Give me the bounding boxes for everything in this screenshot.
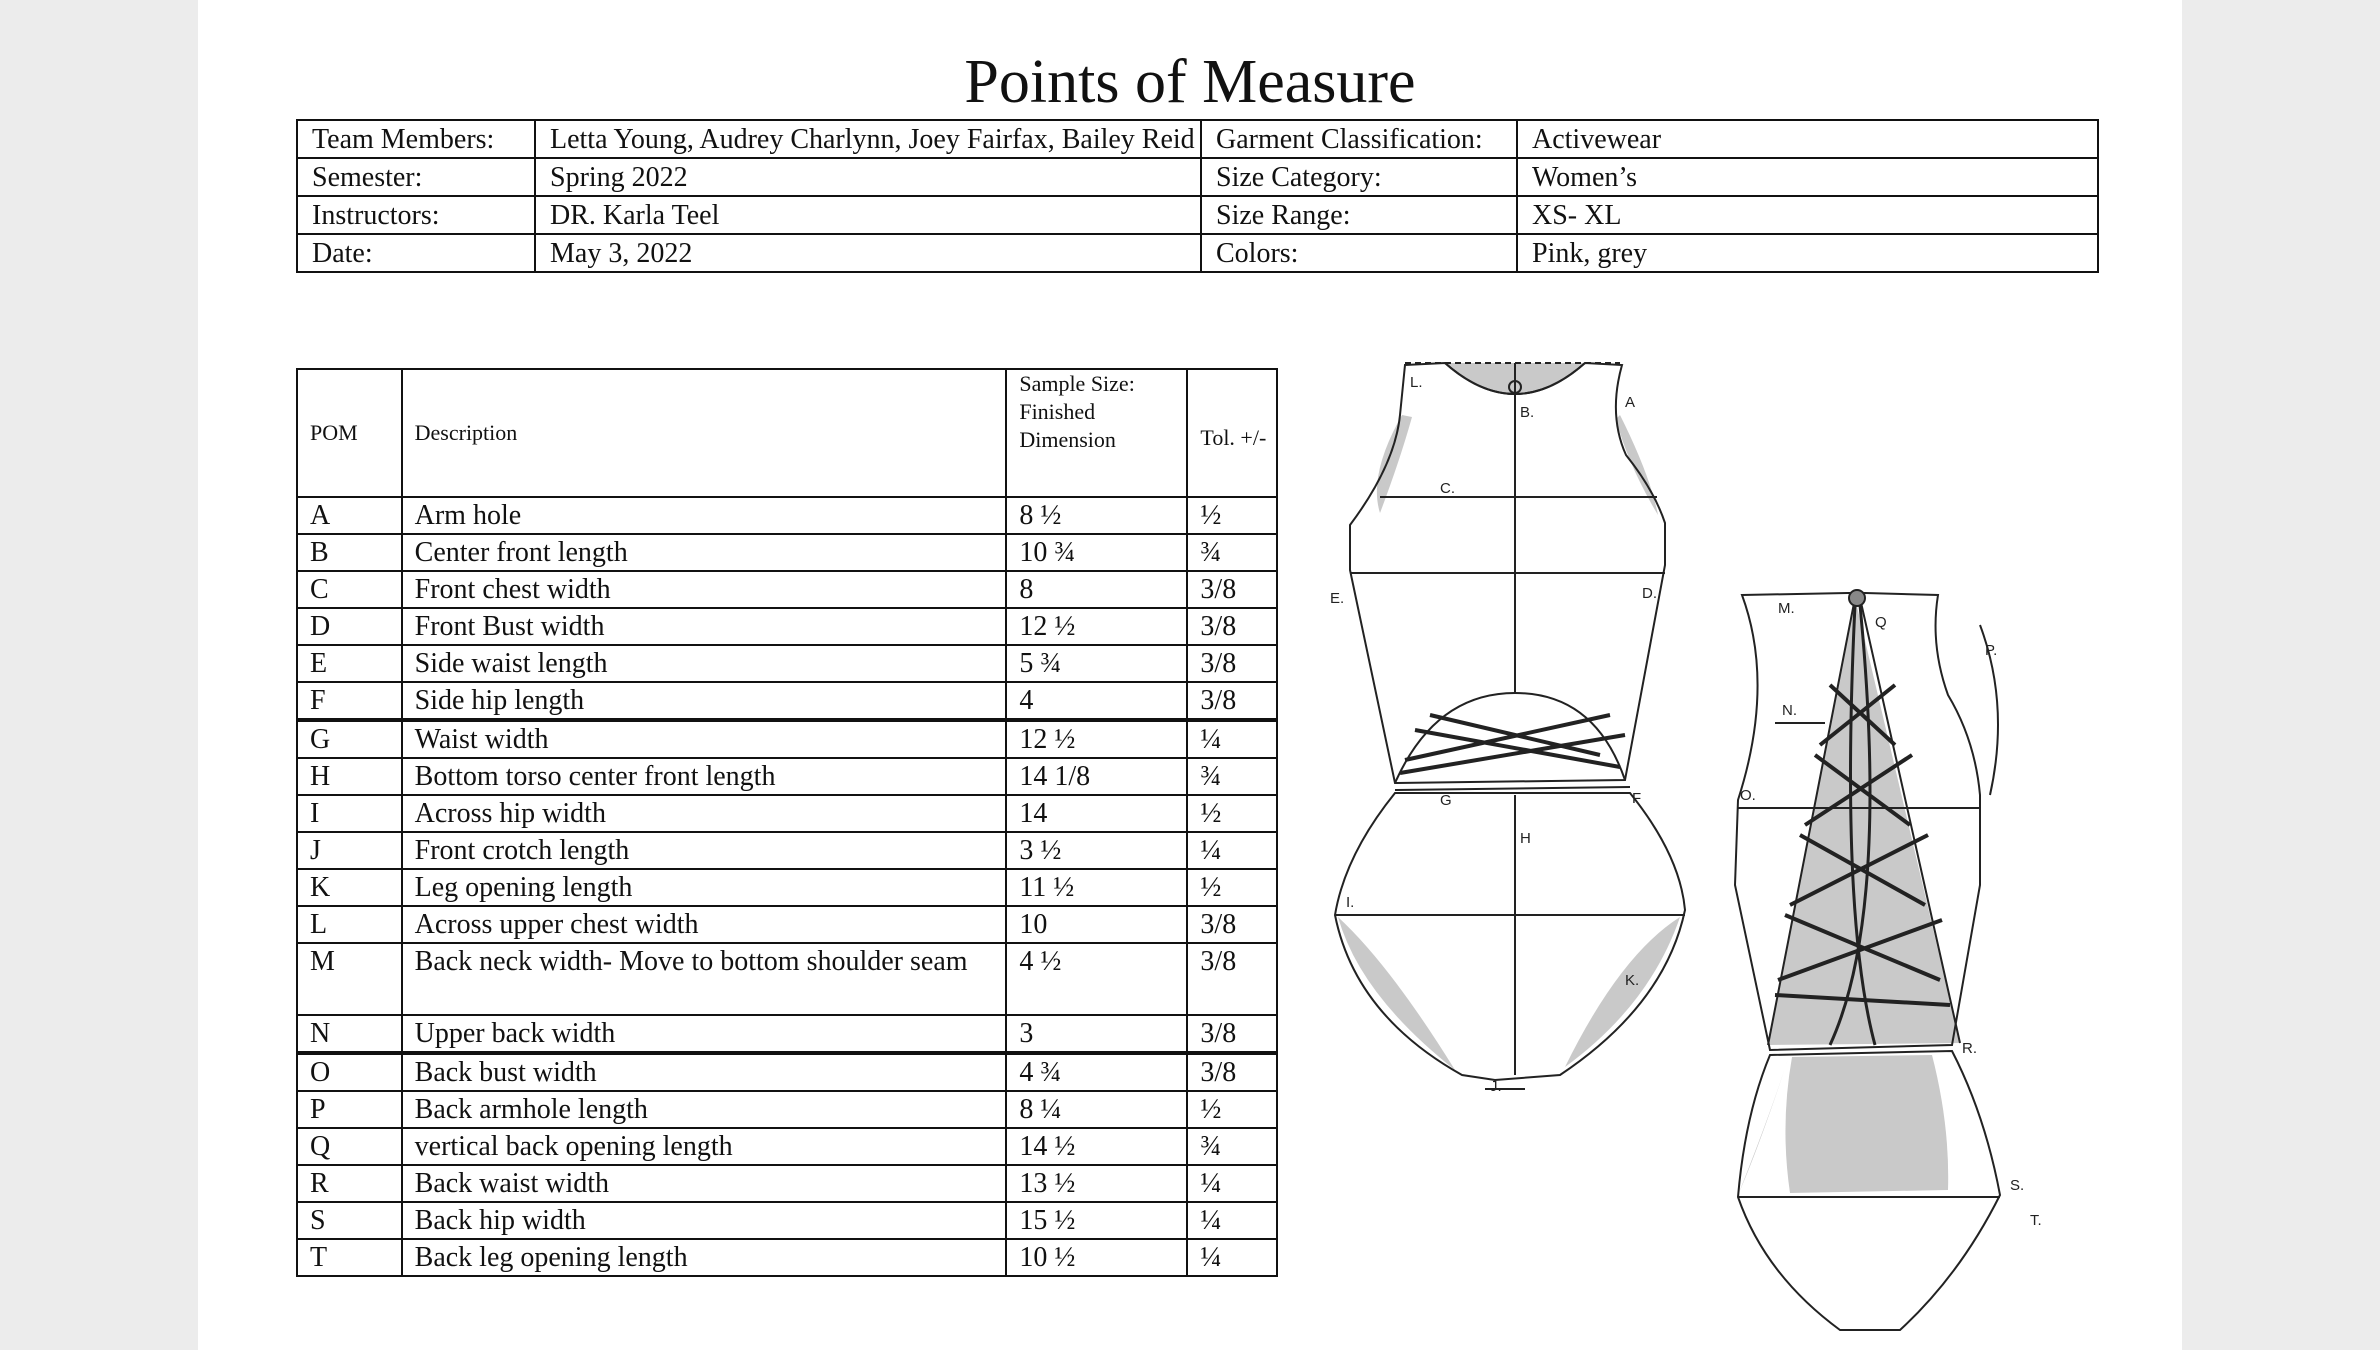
pom-cell: J <box>297 832 402 869</box>
size-category-value: Women’s <box>1517 158 2098 196</box>
label-a: A <box>1625 394 1636 411</box>
sample-size-cell: 4 ¾ <box>1006 1053 1187 1091</box>
description-cell: Back armhole length <box>402 1091 1007 1128</box>
label-f: F <box>1632 790 1642 807</box>
label-e: E. <box>1330 590 1345 607</box>
tolerance-cell: 3/8 <box>1187 1053 1277 1091</box>
label-k: K. <box>1625 972 1640 989</box>
description-cell: Front crotch length <box>402 832 1007 869</box>
info-row-date <box>297 234 2098 272</box>
description-cell: Front Bust width <box>402 608 1007 645</box>
table-row <box>297 869 1277 906</box>
pom-header-row <box>297 369 1277 497</box>
table-row <box>297 608 1277 645</box>
sample-size-cell: 10 ½ <box>1006 1239 1187 1276</box>
sample-size-cell: 4 <box>1006 682 1187 720</box>
instructors-label: Instructors: <box>297 196 535 234</box>
size-range-label: Size Range: <box>1201 196 1517 234</box>
tolerance-cell: ½ <box>1187 1091 1277 1128</box>
table-row <box>297 1091 1277 1128</box>
description-cell: Back hip width <box>402 1202 1007 1239</box>
label-c: C. <box>1440 480 1455 497</box>
tolerance-cell: 3/8 <box>1187 906 1277 943</box>
label-n: N. <box>1782 702 1797 719</box>
description-cell: Back neck width- Move to bottom shoulder seam <box>402 943 1007 1015</box>
table-row <box>297 832 1277 869</box>
table-row <box>297 682 1277 720</box>
back-view-sketch <box>1735 590 2042 1330</box>
sample-size-cell: 12 ½ <box>1006 608 1187 645</box>
description-cell: Leg opening length <box>402 869 1007 906</box>
pom-cell: G <box>297 720 402 758</box>
table-row <box>297 795 1277 832</box>
tolerance-cell: ¾ <box>1187 1128 1277 1165</box>
description-cell: vertical back opening length <box>402 1128 1007 1165</box>
label-j: J. <box>1490 1078 1502 1095</box>
table-row <box>297 906 1277 943</box>
label-l: L. <box>1410 374 1423 391</box>
pom-cell: R <box>297 1165 402 1202</box>
front-armhole-right-shade <box>1616 415 1658 515</box>
description-cell: Back bust width <box>402 1053 1007 1091</box>
description-cell: Across hip width <box>402 795 1007 832</box>
tolerance-cell: ¼ <box>1187 1165 1277 1202</box>
colors-value: Pink, grey <box>1517 234 2098 272</box>
pom-cell: M <box>297 943 402 1015</box>
pom-cell: S <box>297 1202 402 1239</box>
label-p: P. <box>1985 642 1998 659</box>
description-cell: Waist width <box>402 720 1007 758</box>
colors-label: Colors: <box>1201 234 1517 272</box>
tolerance-cell: 3/8 <box>1187 571 1277 608</box>
tolerance-cell: 3/8 <box>1187 608 1277 645</box>
size-category-label: Size Category: <box>1201 158 1517 196</box>
back-brief-left-shade <box>1738 1053 1790 1195</box>
sample-size-cell: 4 ½ <box>1006 943 1187 1015</box>
pom-cell: C <box>297 571 402 608</box>
pom-cell: E <box>297 645 402 682</box>
sample-size-cell: 14 ½ <box>1006 1128 1187 1165</box>
sample-size-cell: 10 ¾ <box>1006 534 1187 571</box>
table-row <box>297 534 1277 571</box>
team-label: Team Members: <box>297 120 535 158</box>
header-sample-size: Sample Size: Finished Dimension <box>1006 369 1187 497</box>
description-cell: Side hip length <box>402 682 1007 720</box>
sample-size-cell: 8 <box>1006 571 1187 608</box>
info-row-team <box>297 120 2098 158</box>
description-cell: Bottom torso center front length <box>402 758 1007 795</box>
tolerance-cell: ¼ <box>1187 832 1277 869</box>
pom-cell: H <box>297 758 402 795</box>
front-brief-outline <box>1335 793 1685 1080</box>
info-table <box>296 119 2099 273</box>
table-row <box>297 758 1277 795</box>
pom-cell: L <box>297 906 402 943</box>
sample-size-cell: 5 ¾ <box>1006 645 1187 682</box>
sample-size-cell: 15 ½ <box>1006 1202 1187 1239</box>
table-row <box>297 1202 1277 1239</box>
label-m: M. <box>1778 600 1795 617</box>
label-b: B. <box>1520 404 1535 421</box>
garment-technical-sketch <box>1320 355 2080 1335</box>
description-cell: Center front length <box>402 534 1007 571</box>
sample-size-cell: 12 ½ <box>1006 720 1187 758</box>
tolerance-cell: ¼ <box>1187 1202 1277 1239</box>
label-d: D. <box>1642 585 1657 602</box>
tolerance-cell: ½ <box>1187 869 1277 906</box>
table-row <box>297 645 1277 682</box>
description-cell: Upper back width <box>402 1015 1007 1053</box>
description-cell: Arm hole <box>402 497 1007 534</box>
sample-size-cell: 10 <box>1006 906 1187 943</box>
description-cell: Front chest width <box>402 571 1007 608</box>
description-cell: Across upper chest width <box>402 906 1007 943</box>
label-q: Q <box>1875 614 1887 631</box>
sample-size-cell: 13 ½ <box>1006 1165 1187 1202</box>
pom-cell: D <box>297 608 402 645</box>
sample-size-cell: 8 ½ <box>1006 497 1187 534</box>
pom-cell: T <box>297 1239 402 1276</box>
semester-value: Spring 2022 <box>535 158 1201 196</box>
pom-cell: O <box>297 1053 402 1091</box>
garment-value: Activewear <box>1517 120 2098 158</box>
tolerance-cell: ¾ <box>1187 534 1277 571</box>
table-row <box>297 720 1277 758</box>
header-tolerance: Tol. +/- <box>1187 369 1277 497</box>
sample-size-cell: 8 ¼ <box>1006 1091 1187 1128</box>
date-value: May 3, 2022 <box>535 234 1201 272</box>
table-row <box>297 1128 1277 1165</box>
instructors-value: DR. Karla Teel <box>535 196 1201 234</box>
sample-size-cell: 3 <box>1006 1015 1187 1053</box>
label-t: T. <box>2030 1212 2042 1229</box>
description-cell: Side waist length <box>402 645 1007 682</box>
tolerance-cell: 3/8 <box>1187 943 1277 1015</box>
tolerance-cell: ¼ <box>1187 720 1277 758</box>
page-title: Points of Measure <box>964 48 1416 116</box>
label-o: O. <box>1740 787 1756 804</box>
pom-cell: F <box>297 682 402 720</box>
pom-cell: A <box>297 497 402 534</box>
date-label: Date: <box>297 234 535 272</box>
front-hip-right-shade <box>1565 917 1680 1067</box>
description-cell: Back leg opening length <box>402 1239 1007 1276</box>
table-row <box>297 1239 1277 1276</box>
sample-size-cell: 11 ½ <box>1006 869 1187 906</box>
table-row <box>297 497 1277 534</box>
table-row <box>297 1015 1277 1053</box>
garment-label: Garment Classification: <box>1201 120 1517 158</box>
tolerance-cell: 3/8 <box>1187 645 1277 682</box>
front-line-g <box>1395 787 1630 790</box>
front-view-sketch <box>1330 363 1685 1095</box>
pom-cell: P <box>297 1091 402 1128</box>
table-row <box>297 1053 1277 1091</box>
back-brief-center-shade <box>1785 1055 1948 1193</box>
front-hip-left-shade <box>1338 917 1455 1070</box>
info-row-semester <box>297 158 2098 196</box>
table-row <box>297 1165 1277 1202</box>
tolerance-cell: ¼ <box>1187 1239 1277 1276</box>
pom-cell: Q <box>297 1128 402 1165</box>
semester-label: Semester: <box>297 158 535 196</box>
sample-size-cell: 14 <box>1006 795 1187 832</box>
table-row <box>297 943 1277 1015</box>
label-i: I. <box>1346 894 1355 911</box>
header-pom: POM <box>297 369 402 497</box>
sample-size-cell: 3 ½ <box>1006 832 1187 869</box>
back-neck-button <box>1849 590 1865 606</box>
label-r: R. <box>1962 1040 1977 1057</box>
team-value: Letta Young, Audrey Charlynn, Joey Fairfax, Bailey Reid <box>535 120 1201 158</box>
pom-cell: N <box>297 1015 402 1053</box>
pom-table <box>296 368 1278 1277</box>
label-h: H <box>1520 830 1531 847</box>
table-row <box>297 571 1277 608</box>
tolerance-cell: 3/8 <box>1187 682 1277 720</box>
info-row-instructors <box>297 196 2098 234</box>
tolerance-cell: 3/8 <box>1187 1015 1277 1053</box>
tolerance-cell: ½ <box>1187 497 1277 534</box>
size-range-value: XS- XL <box>1517 196 2098 234</box>
label-s: S. <box>2010 1177 2025 1194</box>
tolerance-cell: ½ <box>1187 795 1277 832</box>
pom-cell: I <box>297 795 402 832</box>
sample-size-cell: 14 1/8 <box>1006 758 1187 795</box>
pom-cell: B <box>297 534 402 571</box>
tolerance-cell: ¾ <box>1187 758 1277 795</box>
header-description: Description <box>402 369 1007 497</box>
label-g: G <box>1440 792 1452 809</box>
pom-cell: K <box>297 869 402 906</box>
front-armhole-left-shade <box>1377 415 1412 513</box>
description-cell: Back waist width <box>402 1165 1007 1202</box>
